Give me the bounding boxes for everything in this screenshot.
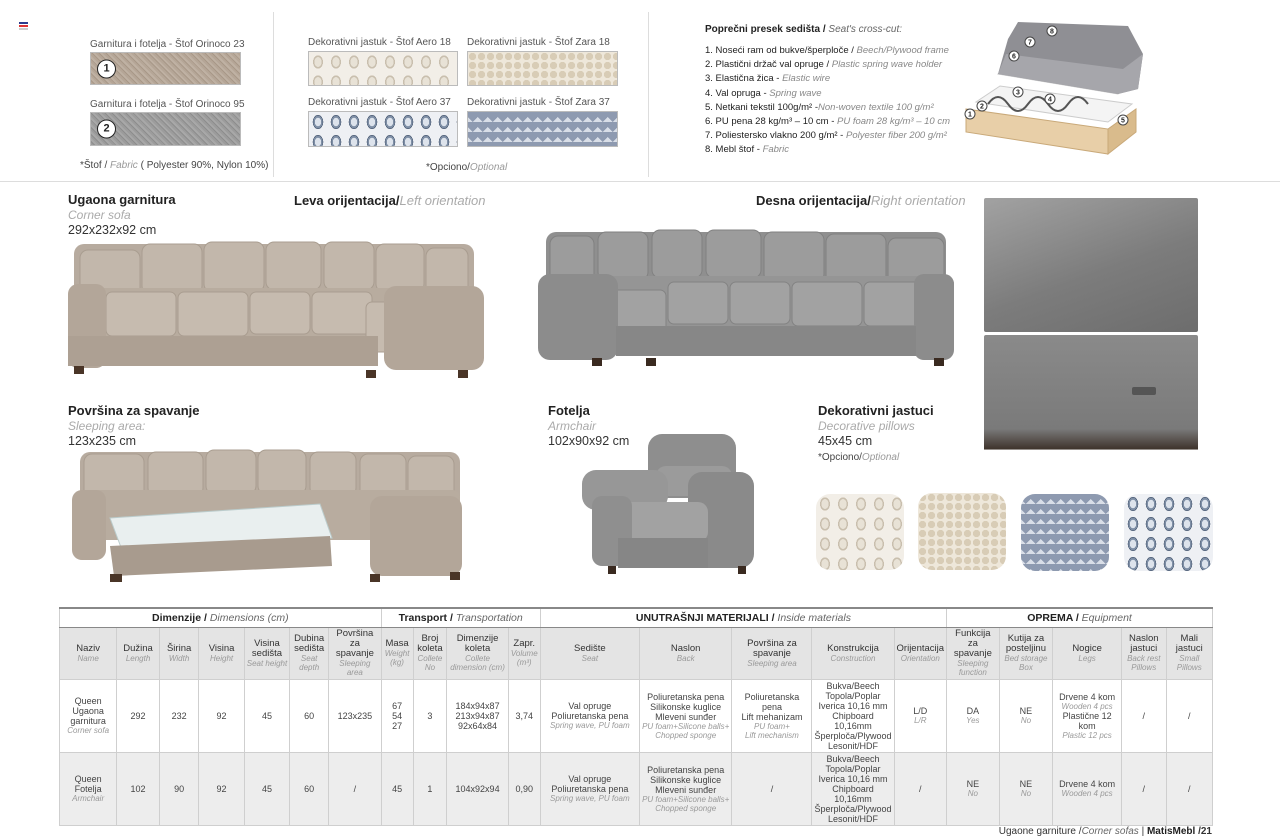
group-transport: Transport / Transportation xyxy=(381,608,540,627)
brand-logo: Matis xyxy=(1146,826,1173,837)
language-flag-icon[interactable] xyxy=(19,22,28,29)
table-row xyxy=(60,752,1213,825)
column-header: Naslon jastuci Back rest Pillows xyxy=(1121,627,1166,679)
cross-section-item: 6. PU pena 28 kg/m³ – 10 cm - PU foam 28 kg/m³ – 10 cm xyxy=(705,116,950,128)
table-cell: L/D L/R xyxy=(894,679,947,752)
column-header: Dužina Length xyxy=(117,627,160,679)
pillow-fabric-label: Dekorativni jastuk - Štof Zara 37 xyxy=(467,97,610,108)
pillow-fabric-label: Dekorativni jastuk - Štof Aero 18 xyxy=(308,37,451,48)
table-cell: DA Yes xyxy=(947,679,1000,752)
table-cell: NE No xyxy=(999,752,1053,825)
pillow-aero-37[interactable] xyxy=(1124,494,1213,571)
table-cell: Queen Fotelja Armchair xyxy=(60,752,117,825)
cross-section-item: 4. Val opruga - Spring wave xyxy=(705,87,822,99)
table-cell: 45 xyxy=(244,752,290,825)
table-cell: 184x94x87 213x94x87 92x64x84 xyxy=(447,679,508,752)
fabric-label: Garnitura i fotelja - Štof Orinoco 95 xyxy=(90,99,245,110)
column-header: Kutija za posteljinu Bed storage Box xyxy=(999,627,1053,679)
table-cell: NE No xyxy=(947,752,1000,825)
table-cell: / xyxy=(329,752,382,825)
fabric-composition-note: *Štof / Fabric ( Polyester 90%, Nylon 10%) xyxy=(80,160,269,171)
column-header: Širina Width xyxy=(159,627,199,679)
table-cell: / xyxy=(732,752,812,825)
sofa-bed-open-photo xyxy=(70,446,464,588)
table-cell: 123x235 xyxy=(329,679,382,752)
column-header: Nogice Legs xyxy=(1053,627,1122,679)
column-header: Sedište Seat xyxy=(540,627,639,679)
table-cell: 45 xyxy=(381,752,413,825)
seat-cross-section-diagram xyxy=(958,14,1168,164)
table-cell: / xyxy=(1121,679,1166,752)
table-cell: 92 xyxy=(199,679,244,752)
column-header: Zapr. Volume (m³) xyxy=(508,627,540,679)
sleeping-area-dimensions: 123x235 cm xyxy=(68,434,137,448)
cross-marker: 8 xyxy=(1050,28,1054,36)
cross-marker: 4 xyxy=(1048,96,1052,104)
cross-section-title: Poprečni presek sedišta / Seat's cross-cut: xyxy=(705,24,903,35)
table-cell: Poliuretanska pena Silikonske kuglice Mleveni sunđer PU foam+Silicone balls+ Chopped sponge xyxy=(639,679,731,752)
column-header: Mali jastuci Small Pillows xyxy=(1166,627,1212,679)
corner-sofa-left-photo xyxy=(66,236,486,382)
brand-tag-icon xyxy=(1132,387,1156,395)
pillow-fabric-swatch-aero-37[interactable] xyxy=(308,111,458,147)
table-cell: 102 xyxy=(117,752,160,825)
left-orientation-title: Leva orijentacija/Left orientation xyxy=(294,193,486,208)
table-cell: 104x92x94 xyxy=(447,752,508,825)
table-cell: 60 xyxy=(290,679,329,752)
column-header: Funkcija za spavanje Sleeping function xyxy=(947,627,1000,679)
cross-marker: 2 xyxy=(980,103,984,111)
table-cell: / xyxy=(1166,679,1212,752)
table-cell: 60 xyxy=(290,752,329,825)
pillow-fabric-swatch-zara-37[interactable] xyxy=(467,111,618,147)
base-detail-photo xyxy=(984,335,1198,469)
pillow-zara-18[interactable] xyxy=(918,493,1006,570)
optional-note: *Opciono/Optional xyxy=(426,162,508,173)
column-header: Naziv Name xyxy=(60,627,117,679)
corner-sofa-title: Ugaona garnitura xyxy=(68,192,176,207)
cross-section-list xyxy=(705,44,950,158)
pillow-fabric-label: Dekorativni jastuk - Štof Zara 18 xyxy=(467,37,610,48)
fabric-number-badge: 1 xyxy=(97,59,116,78)
cross-marker: 6 xyxy=(1012,53,1016,61)
divider xyxy=(648,12,649,177)
page-number: /21 xyxy=(1195,826,1212,837)
cross-section-item: 8. Mebl štof - Fabric xyxy=(705,144,789,156)
armchair-photo xyxy=(578,432,756,580)
group-inside-materials: UNUTRAŠNJI MATERIJALI / Inside materials xyxy=(540,608,946,627)
table-cell: Queen Ugaona garnitura Corner sofa xyxy=(60,679,117,752)
cross-section-item: 3. Elastična žica - Elastic wire xyxy=(705,73,831,85)
table-cell: 90 xyxy=(159,752,199,825)
table-cell: / xyxy=(1166,752,1212,825)
divider xyxy=(273,12,274,177)
corner-sofa-subtitle: Corner sofa xyxy=(68,208,131,222)
column-header: Masa Weight (kg) xyxy=(381,627,413,679)
table-cell: 3 xyxy=(413,679,447,752)
armchair-dimensions: 102x90x92 cm xyxy=(548,434,630,448)
table-cell: 3,74 xyxy=(508,679,540,752)
cross-marker: 5 xyxy=(1121,117,1125,125)
fabric-number-badge: 2 xyxy=(97,120,116,139)
table-cell: 292 xyxy=(117,679,160,752)
armrest-detail-photo xyxy=(984,198,1198,332)
pillows-subtitle: Decorative pillows xyxy=(818,419,915,433)
table-cell: / xyxy=(1121,752,1166,825)
pillows-dimensions: 45x45 cm xyxy=(818,434,873,448)
sleeping-area-subtitle: Sleeping area: xyxy=(68,419,146,433)
table-cell: Val opruge Poliuretanska pena Spring wave, PU foam xyxy=(540,679,639,752)
table-cell: Drvene 4 kom Wooden 4 pcs Plastične 12 kom Plastic 12 pcs xyxy=(1053,679,1122,752)
pillow-aero-18[interactable] xyxy=(816,494,904,570)
fabric-swatch-orinoco-95[interactable] xyxy=(90,112,241,146)
right-orientation-title: Desna orijentacija/Right orientation xyxy=(756,193,966,208)
group-equipment: OPREMA / Equipment xyxy=(947,608,1213,627)
fabric-swatch-orinoco-23[interactable] xyxy=(90,52,241,85)
column-header: Orijentacija Orientation xyxy=(894,627,947,679)
table-cell: Poliuretanska pena Lift mehanizam PU foam+ Lift mechanism xyxy=(732,679,812,752)
table-cell: Bukva/Beech Topola/Poplar Iverica 10,16 mm Chipboard 10,16mm Šperploča/Plywood Lesonit/HDF xyxy=(812,679,894,752)
pillow-fabric-swatch-zara-18[interactable] xyxy=(467,51,618,86)
corner-sofa-dimensions: 292x232x92 cm xyxy=(68,223,157,237)
pillow-fabric-label: Dekorativni jastuk - Štof Aero 37 xyxy=(308,97,451,108)
column-header: Naslon Back xyxy=(639,627,731,679)
table-cell: Drvene 4 kom Wooden 4 pcs xyxy=(1053,752,1122,825)
column-header: Visina Height xyxy=(199,627,244,679)
column-header: Površina za spavanje Sleeping area xyxy=(329,627,382,679)
armchair-subtitle: Armchair xyxy=(548,419,597,433)
table-cell: 67 54 27 xyxy=(381,679,413,752)
armchair-title: Fotelja xyxy=(548,403,590,418)
table-cell: Val opruge Poliuretanska pena Spring wave, PU foam xyxy=(540,752,639,825)
cross-section-item: 2. Plastični držač val opruge / Plastic spring wave holder xyxy=(705,59,943,71)
cross-section-item: 1. Noseći ram od bukve/šperploče / Beech/Plywood frame xyxy=(705,45,949,56)
pillow-fabric-swatch-aero-18[interactable] xyxy=(308,51,458,86)
page-footer: Ugaone garniture /Corner sofas | MatisMebl /21 xyxy=(998,826,1212,837)
group-dimensions: Dimenzije / Dimensions (cm) xyxy=(60,608,382,627)
cross-marker: 3 xyxy=(1016,89,1020,97)
divider xyxy=(0,181,1280,182)
table-cell: Bukva/Beech Topola/Poplar Iverica 10,16 mm Chipboard 10,16mm Šperploča/Plywood Lesonit/HDF xyxy=(812,752,894,825)
column-header: Visina sedišta Seat height xyxy=(244,627,290,679)
column-header: Dubina sedišta Seat depth xyxy=(290,627,329,679)
table-cell: 0,90 xyxy=(508,752,540,825)
table-cell: NE No xyxy=(999,679,1053,752)
fabric-label: Garnitura i fotelja - Štof Orinoco 23 xyxy=(90,39,245,50)
column-header: Broj koleta Collete No xyxy=(413,627,447,679)
column-header: Konstrukcija Construction xyxy=(812,627,894,679)
pillows-title: Dekorativni jastuci xyxy=(818,403,934,418)
specification-table xyxy=(59,607,1213,826)
cross-marker: 1 xyxy=(968,111,972,119)
column-header: Dimenzije koleta Collete dimension (cm) xyxy=(447,627,508,679)
cross-marker: 7 xyxy=(1028,39,1032,47)
cross-section-item: 5. Netkani tekstil 100g/m² -Non-woven textile 100 g/m² xyxy=(705,101,934,113)
sleeping-area-title: Površina za spavanje xyxy=(68,403,200,418)
table-cell: 45 xyxy=(244,679,290,752)
corner-sofa-right-photo xyxy=(536,226,958,372)
column-header: Površina za spavanje Sleeping area xyxy=(732,627,812,679)
cross-section-item: 7. Poliestersko vlakno 200 g/m² - Polyester fiber 200 g/m² xyxy=(705,130,947,142)
table-cell: 92 xyxy=(199,752,244,825)
table-cell: / xyxy=(894,752,947,825)
table-row xyxy=(60,679,1213,752)
pillow-zara-37[interactable] xyxy=(1021,494,1109,571)
table-cell: Poliuretanska pena Silikonske kuglice Mleveni sunđer PU foam+Silicone balls+ Chopped sponge xyxy=(639,752,731,825)
pillows-optional-note: *Opciono/Optional xyxy=(818,452,900,463)
table-cell: 232 xyxy=(159,679,199,752)
table-cell: 1 xyxy=(413,752,447,825)
